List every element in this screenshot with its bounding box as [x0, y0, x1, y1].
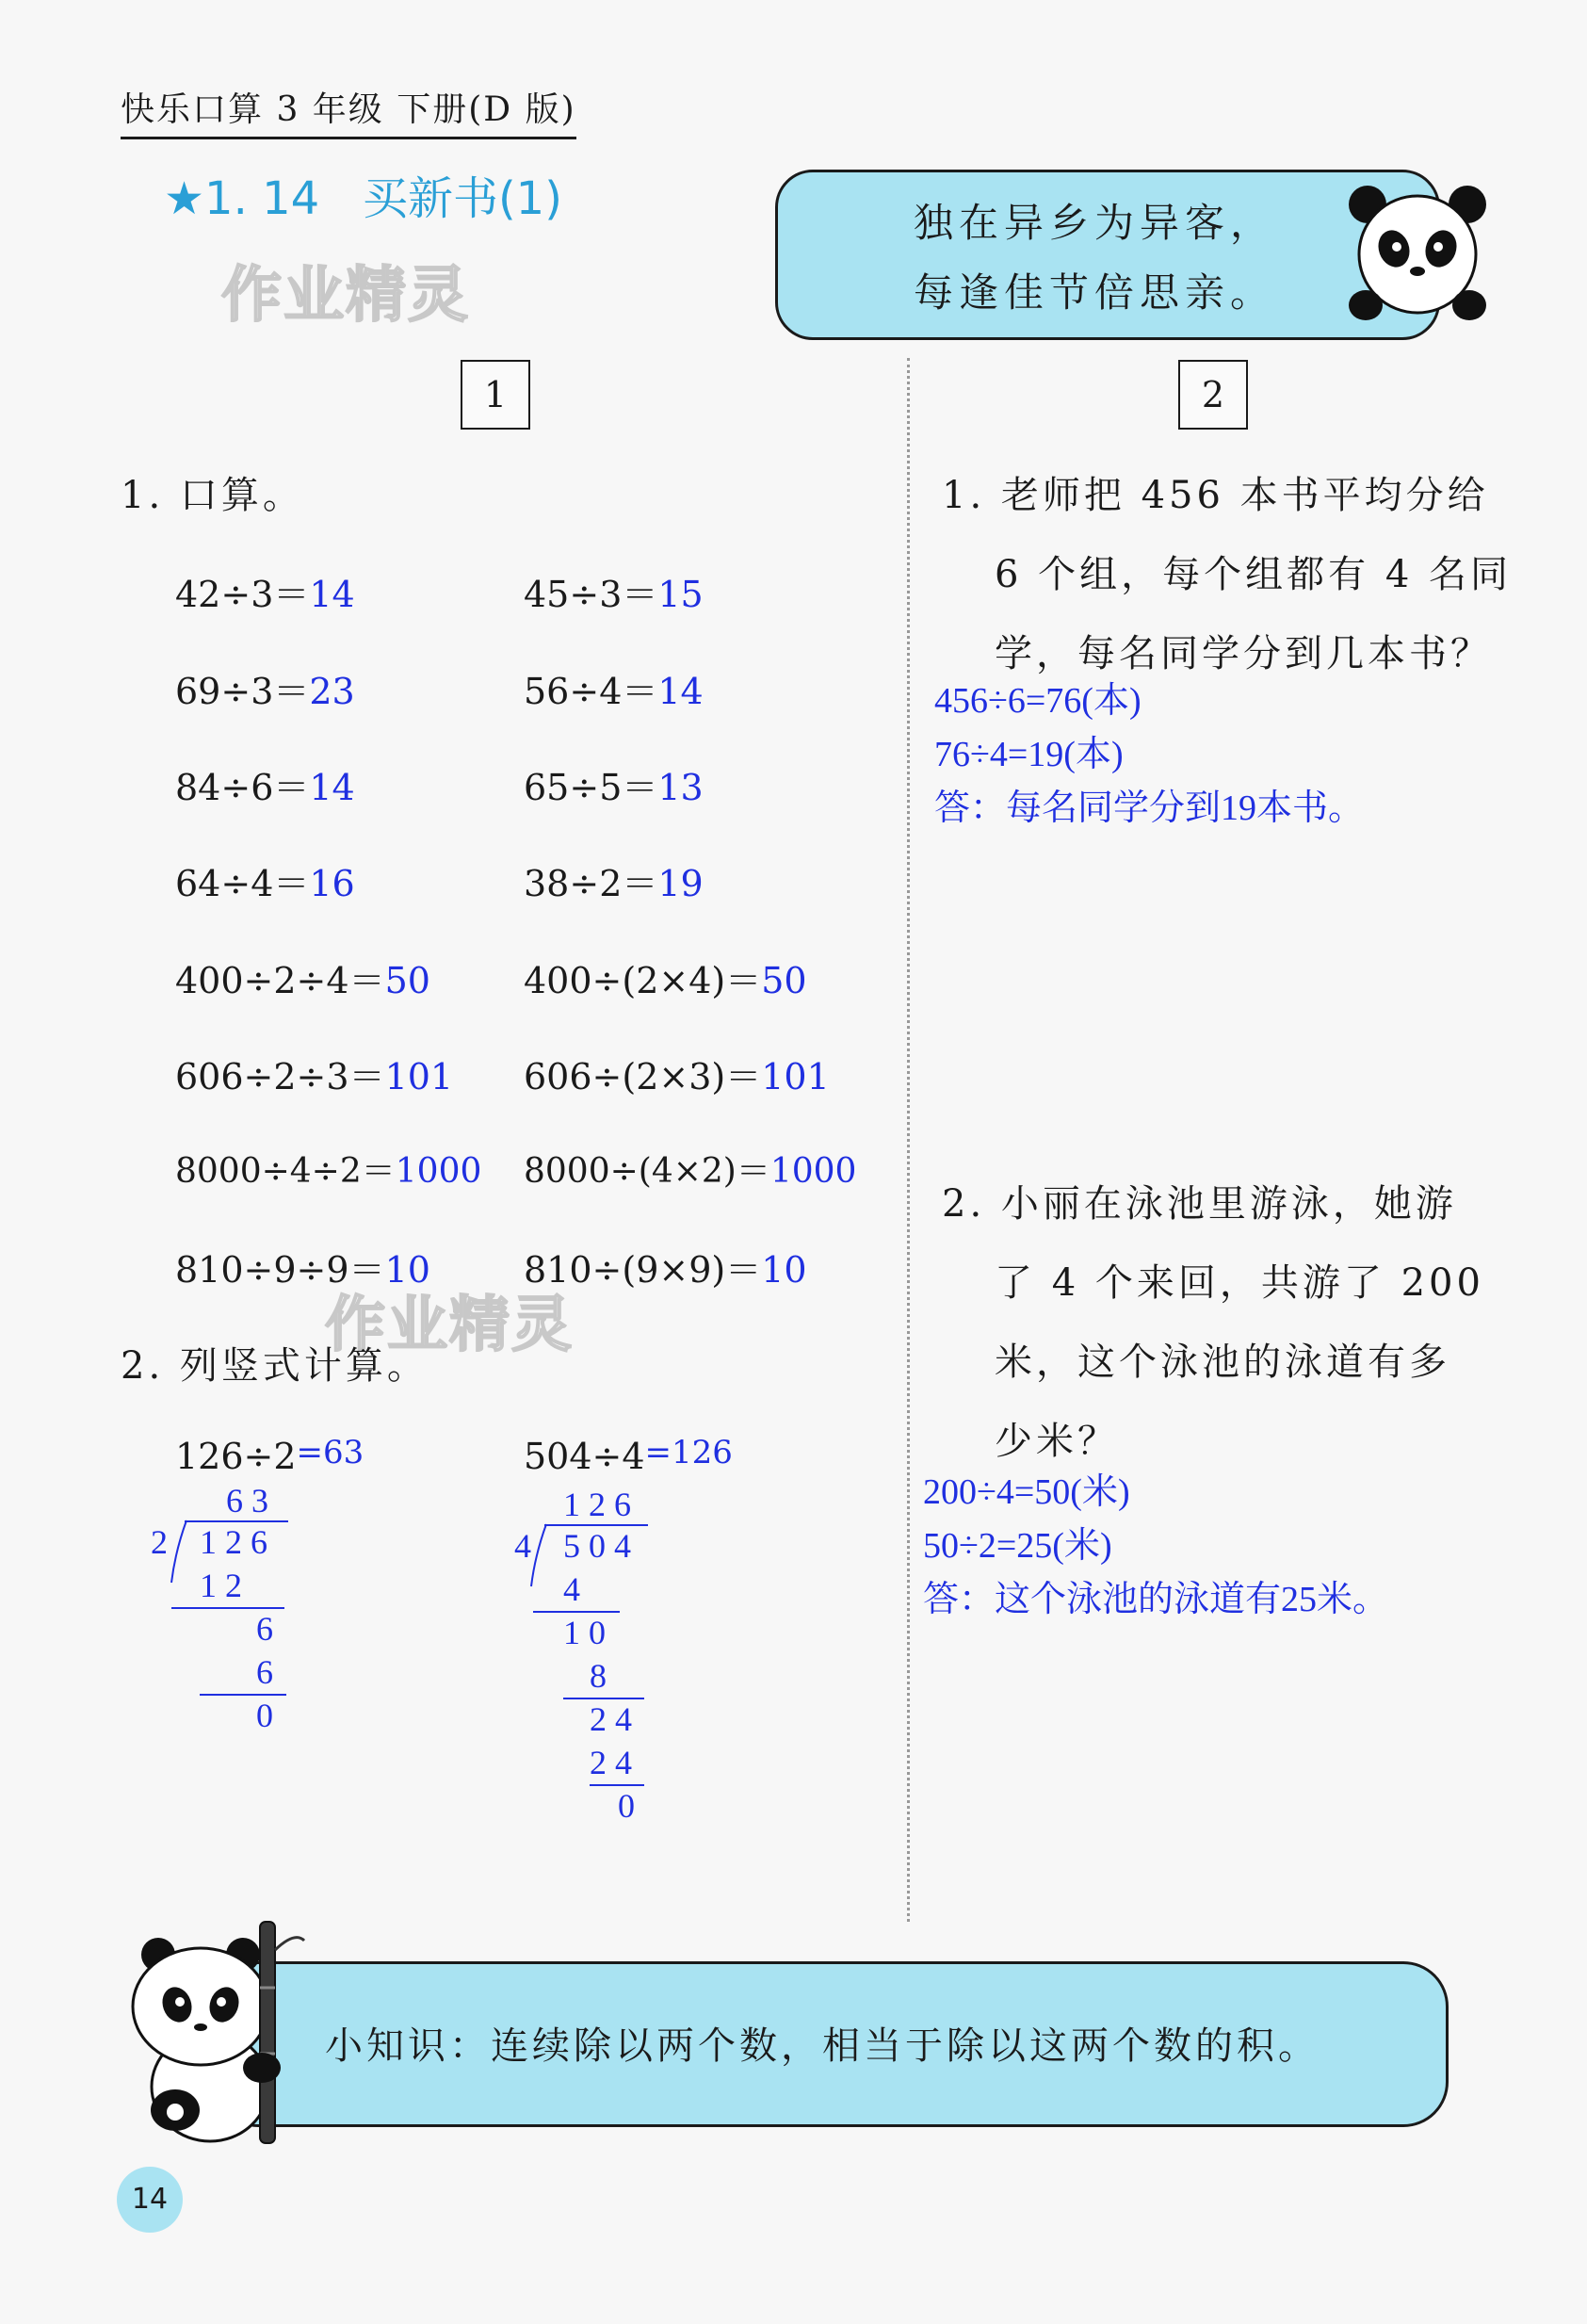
- dividend: 1 2 6: [200, 1523, 267, 1561]
- right-q1-line3: 学，每名同学分到几本书？: [995, 632, 1492, 675]
- right-q2-line2: 了 4 个来回，共游了 200: [995, 1261, 1484, 1305]
- panda-with-bamboo-icon: [121, 1912, 309, 2152]
- star-icon: ★: [164, 172, 205, 225]
- calc-item: 8000÷(4×2)＝1000: [524, 1152, 857, 1191]
- calc-item: 400÷2÷4＝50: [175, 960, 430, 1001]
- page-number: 14: [117, 2167, 183, 2233]
- quotient: 1 2 6: [563, 1486, 631, 1523]
- tip-text: 小知识：连续除以两个数，相当于除以这两个数的积。: [325, 2024, 1320, 2068]
- section-label-2: 2: [1178, 360, 1248, 430]
- right-q2-line3: 米，这个泳池的泳道有多: [995, 1341, 1450, 1384]
- calc-item: 64÷4＝16: [175, 863, 355, 904]
- section-label-1: 1: [461, 360, 530, 430]
- vertical-b-expr: 504÷4=126: [524, 1434, 733, 1477]
- book-title: 快乐口算 3 年级 下册(D 版): [121, 83, 576, 139]
- calc-item: 810÷9÷9＝10: [175, 1249, 430, 1291]
- calc-item: 45÷3＝15: [524, 574, 704, 615]
- divisor: 2: [151, 1523, 168, 1561]
- right-q2-solution: 200÷4=50(米) 50÷2=25(米) 答：这个泳池的泳道有25米。: [923, 1472, 1389, 1619]
- lesson-heading: [164, 162, 562, 227]
- right-q2-line1: 2. 小丽在泳池里游泳，她游: [942, 1182, 1457, 1226]
- calc-item: 65÷5＝13: [524, 767, 704, 808]
- poem-line-1: 独在异乡为异客，: [914, 200, 1276, 246]
- q1-title: 1. 口算。: [121, 474, 304, 517]
- right-q1-line2: 6 个组，每个组都有 4 名同: [995, 553, 1513, 596]
- calc-item: 42÷3＝14: [175, 574, 355, 615]
- watermark-middle: 作业精灵: [325, 1291, 574, 1360]
- quotient: 6 3: [226, 1482, 268, 1520]
- calc-item: 606÷(2×3)＝101: [524, 1056, 830, 1097]
- calc-item: 400÷(2×4)＝50: [524, 960, 807, 1001]
- calc-item: 810÷(9×9)＝10: [524, 1249, 807, 1291]
- calc-item: 8000÷4÷2＝1000: [175, 1152, 482, 1191]
- divisor: 4: [514, 1527, 531, 1565]
- poem-line-2: 每逢佳节倍思亲。: [914, 269, 1276, 316]
- calc-item: 84÷6＝14: [175, 767, 355, 808]
- panda-icon: [1347, 181, 1488, 326]
- right-q1-line1: 1. 老师把 456 本书平均分给: [942, 474, 1489, 517]
- lesson-number: 1. 14: [204, 172, 320, 225]
- watermark-top: 作业精灵: [221, 261, 470, 331]
- dividend: 5 0 4: [563, 1527, 631, 1565]
- poem: [914, 188, 1275, 328]
- calc-item: 69÷3＝23: [175, 671, 355, 712]
- lesson-title: 买新书(1): [362, 172, 562, 225]
- calc-item: 606÷2÷3＝101: [175, 1056, 454, 1097]
- column-divider: [907, 358, 910, 1922]
- q2-title: 2. 列竖式计算。: [121, 1344, 429, 1388]
- calc-item: 38÷2＝19: [524, 863, 704, 904]
- right-q1-solution: 456÷6=76(本) 76÷4=19(本) 答：每名同学分到19本书。: [934, 681, 1365, 828]
- vertical-a-expr: 126÷2=63: [175, 1434, 364, 1477]
- right-q2-line4: 少米？: [995, 1420, 1119, 1463]
- calc-item: 56÷4＝14: [524, 671, 704, 712]
